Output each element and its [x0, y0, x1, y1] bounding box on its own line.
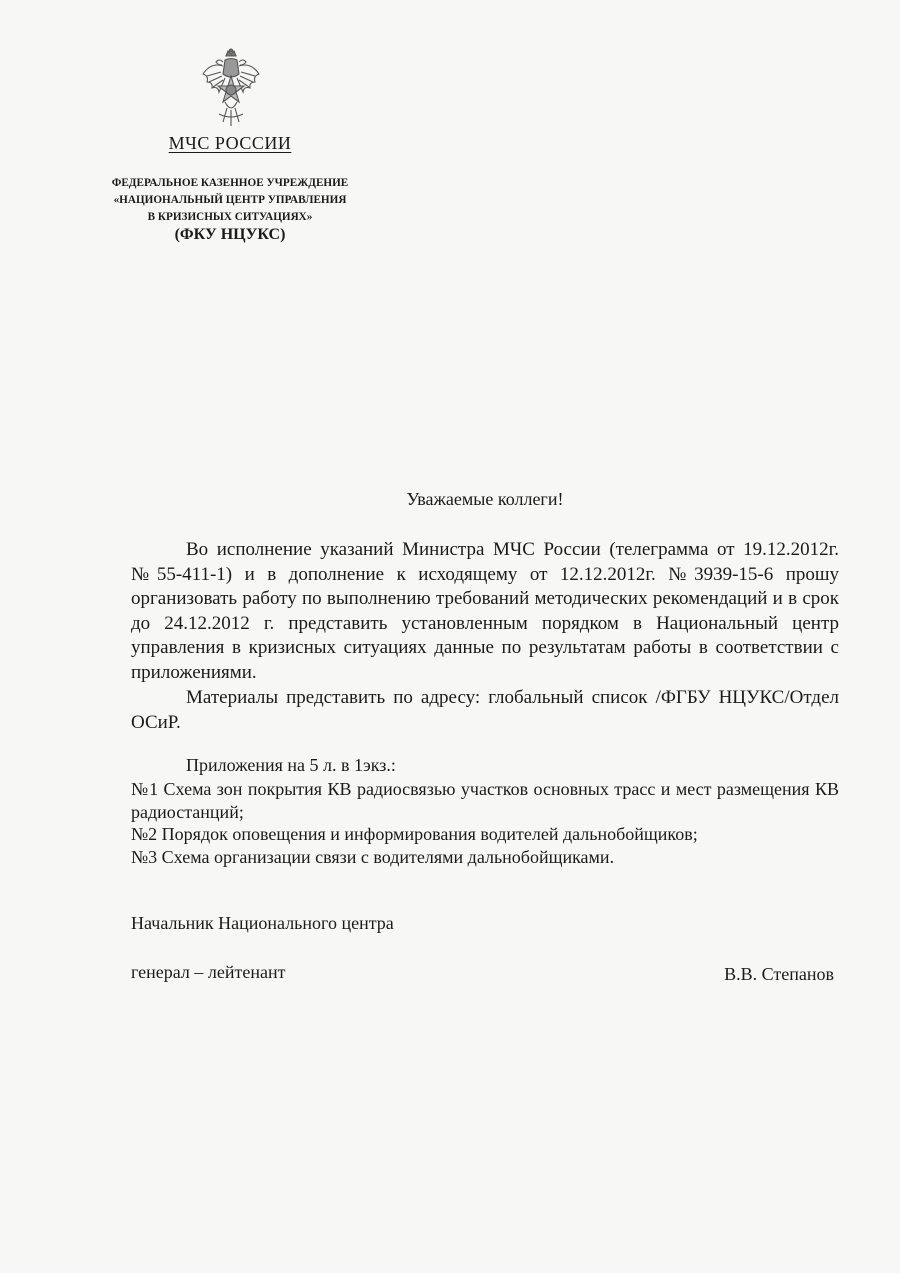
body-paragraph-1: Во исполнение указаний Министра МЧС России (телеграмма от 19.12.2012г. №55-411-1) и в дополнение к исходящему от 12.12.2012г. №3939-15-6 прошу организовать работу по выполнению требований методических рекомендаций и в срок до 24.12.2012 г. представить установленным порядком в Национальный центр управления в кризисных ситуациях данные по результатам работы в соответствии с приложениями. — [131, 539, 839, 683]
institution-line: В КРИЗИСНЫХ СИТУАЦИЯХ» — [147, 211, 313, 223]
attachment-item: №1 Схема зон покрытия КВ радиосвязью участков основных трасс и мест размещения КВ радиостанций; — [131, 779, 839, 822]
institution-abbreviation: (ФКУ НЦУКС) — [174, 226, 286, 243]
attachment-item: №2 Порядок оповещения и информирования водителей дальнобойщиков; — [131, 824, 698, 844]
institution-line: ФЕДЕРАЛЬНОЕ КАЗЕННОЕ УЧРЕЖДЕНИЕ — [111, 177, 349, 189]
institution-name — [95, 175, 365, 226]
attachment-item: №3 Схема организации связи с водителями дальнобойщиками. — [131, 846, 615, 867]
mchs-eagle-emblem-icon — [199, 48, 263, 130]
institution-line: «НАЦИОНАЛЬНЫЙ ЦЕНТР УПРАВЛЕНИЯ — [113, 194, 347, 206]
signatory-role: Начальник Национального центра — [131, 913, 394, 933]
attachments-heading: Приложения на 5 л. в 1экз.: — [186, 755, 396, 775]
signatory-rank: генерал – лейтенант — [131, 962, 286, 982]
ministry-name: МЧС РОССИИ — [168, 133, 292, 153]
signatory-name: В.В. Степанов — [724, 964, 834, 984]
attachments-list — [131, 778, 839, 868]
body-paragraph-2: Материалы представить по адресу: глобальный список /ФГБУ НЦУКС/Отдел ОСиР. — [131, 687, 839, 733]
salutation: Уважаемые коллеги! — [406, 489, 564, 509]
